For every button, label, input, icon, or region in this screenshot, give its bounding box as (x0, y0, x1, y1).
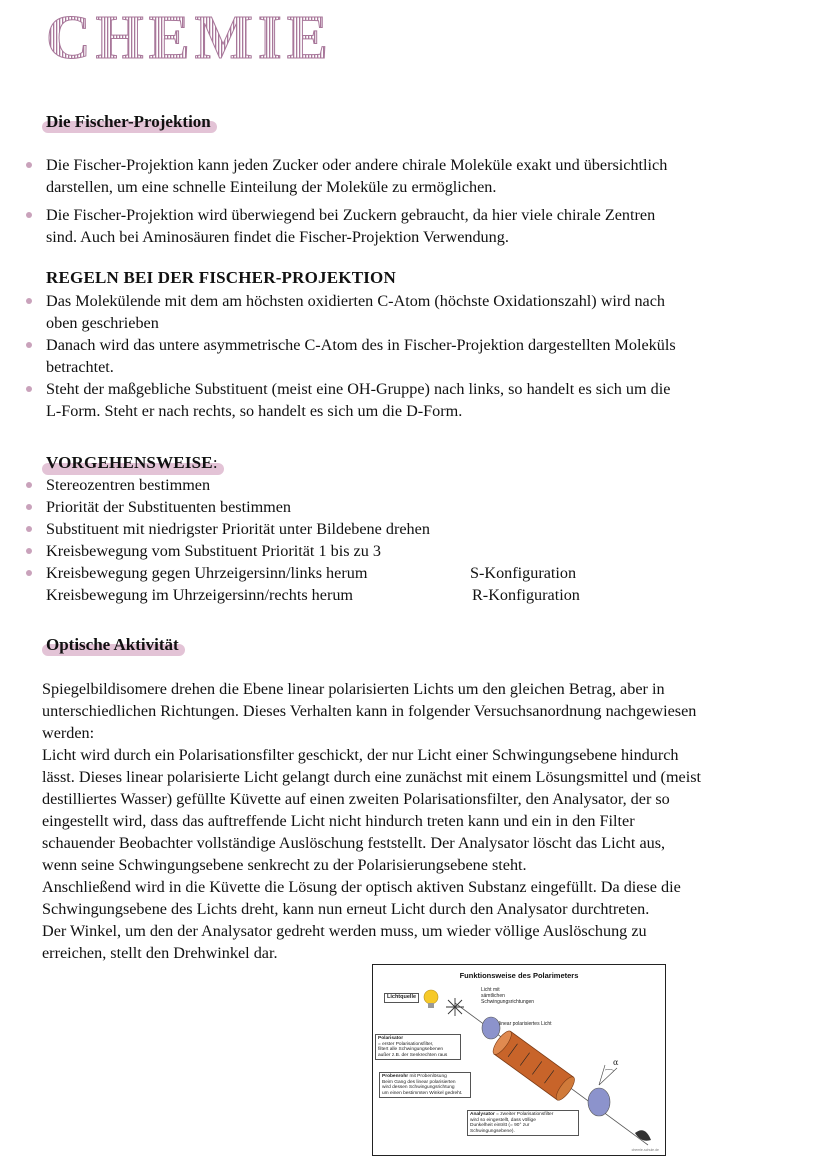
light-star-icon (446, 998, 464, 1016)
optische-aktivitaet-paragraph: Spiegelbildisomere drehen die Ebene linear polarisierten Lichts um den gleichen Betrag, aber in unterschiedlichen Richtungen. Dieses Verhalten kann in folgender Versuchsanordnung nachgewiesen werden: Licht wird durch ein Polarisationsfilter geschickt, der nur Licht einer Schwingungsebene hindurch lässt. Dieses linear polarisierte Licht gelangt durch eine zunächst mit einem Lösungsmittel und (meist destilliertes Wasser) gefüllte Küvette auf einen zweiten Polarisationsfilter, den Analysator, der so eingestellt wird, dass das auftreffende Licht nicht hindurch treten kann und ein in den Filter schauender Beobachter vollständige Auslöschung feststellt. Der Analysator löscht das Licht aus, wenn seine Schwingungsebene senkrecht zu der Polarisierungsebene steht. Anschließend wird in die Küvette die Lösung der optisch aktiven Substanz eingefüllt. Da diese die Schwingungsebene des Lichts dreht, kann nun erneut Licht durch den Analysator durchtreten. Der Winkel, um den der Analysator gedreht werden muss, um wieder völlige Auslöschung zu erreichen, stellt den Drehwinkel dar. (42, 680, 702, 962)
list-item: Kreisbewegung gegen Uhrzeigersinn/links herum S-Konfiguration (24, 562, 580, 584)
list-item: Kreisbewegung vom Substituent Priorität 1 bis zu 3 (24, 540, 580, 562)
list-item: Steht der maßgebliche Substituent (meist eine OH-Gruppe) nach links, so handelt es sich um die L-Form. Steht er nach rechts, so handelt es sich um die D-Form. (24, 378, 676, 422)
fischer-bullet-list (24, 154, 667, 248)
polarimeter-figure (372, 964, 666, 1156)
chemie-logo (44, 6, 344, 66)
polarizer-disk (482, 1017, 500, 1039)
lichtquelle-label: Lichtquelle (384, 993, 419, 1003)
list-item: Danach wird das untere asymmetrische C-Atom des in Fischer-Projektion dargestellten Moleküls betrachtet. (24, 334, 676, 378)
lightbulb-icon (424, 990, 438, 1004)
vorgehensweise-bullet-list (24, 474, 580, 606)
list-item: Die Fischer-Projektion wird überwiegend bei Zuckern gebraucht, da hier viele chirale Zentren sind. Auch bei Aminosäuren findet die Fischer-Projektion Verwendung. (24, 204, 667, 248)
heading-regeln: REGELN BEI DER FISCHER-PROJEKTION (46, 268, 396, 287)
eye-icon (635, 1130, 651, 1140)
list-item: Stereozentren bestimmen (24, 474, 580, 496)
figure-credit: chemie-schule.de (631, 1148, 659, 1152)
regeln-bullet-list (24, 290, 676, 422)
heading-vorgehensweise: VORGEHENSWEISE: (46, 453, 218, 473)
linear-polarisiert-label: linear polarisiertes Licht (499, 1021, 552, 1027)
list-item: Substituent mit niedrigster Priorität unter Bildebene drehen (24, 518, 580, 540)
list-item: Das Molekülende mit dem am höchsten oxidierten C-Atom (höchste Oxidationszahl) wird nach oben geschrieben (24, 290, 676, 334)
heading-fischer-projektion: Die Fischer-Projektion (46, 112, 211, 132)
licht-label: Licht mit sämtlichen Schwingungsrichtungen (481, 987, 535, 1005)
figure-title: Funktionsweise des Polarimeters (459, 971, 579, 980)
heading-optische-aktivitaet: Optische Aktivität (46, 635, 179, 655)
list-item: Kreisbewegung im Uhrzeigersinn/rechts herum R-Konfiguration (46, 586, 580, 604)
sample-tube (490, 1028, 578, 1102)
list-item: Priorität der Substituenten bestimmen (24, 496, 580, 518)
logo-text: CHEMIE (46, 6, 330, 66)
analyzer-disk (588, 1088, 610, 1116)
polarisator-box: Polarisator = erster Polarisationsfilter, filtert alle Schwingungsebenen außer z.B. der Senkrechten raus (375, 1034, 461, 1060)
analysator-box: Analysator = zweiter Polarisationsfilter wird so eingestellt, dass völlige Dunkelheit eintritt (= 90° zur Schwingungsebene). (467, 1110, 579, 1136)
alpha-label: α (613, 1058, 619, 1067)
list-item: Die Fischer-Projektion kann jeden Zucker oder andere chirale Moleküle exakt und übersichtlich darstellen, um eine schnelle Einteilung der Moleküle zu ermöglichen. (24, 154, 667, 198)
probenrohr-box: Probenrohr mit Probenlösung Beim Gang des linear polarisierten wird dessen Schwingungsrichtung um einen bestimmten Winkel gedreht. (379, 1072, 471, 1098)
